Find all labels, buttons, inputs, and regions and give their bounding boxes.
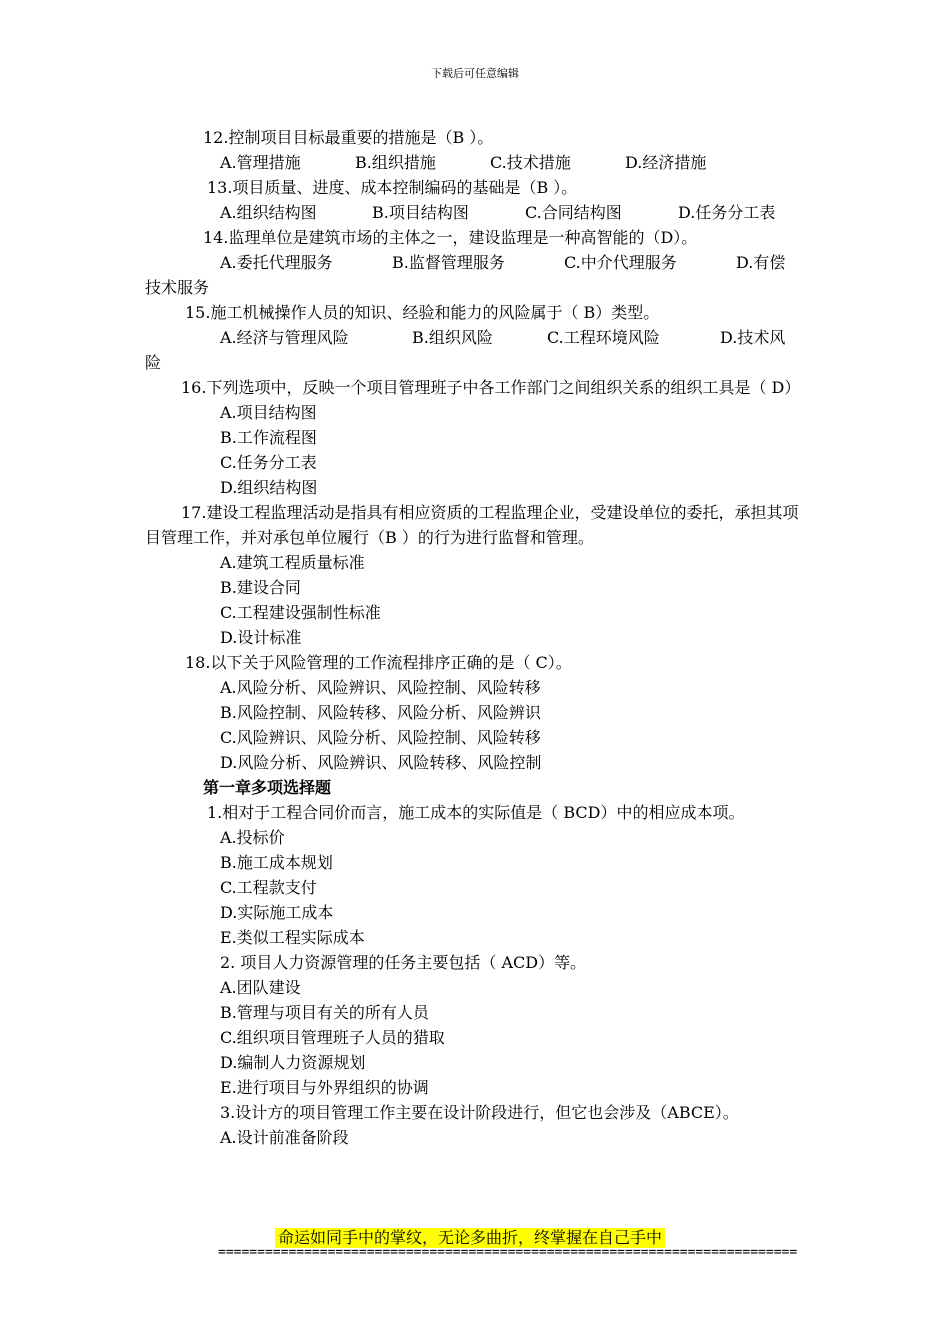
- option-e: E.类似工程实际成本: [220, 928, 365, 947]
- footer-banner: 命运如同手中的掌纹，无论多曲折，终掌握在自己手中: [275, 1228, 665, 1248]
- option-a: A.设计前准备阶段: [220, 1128, 349, 1147]
- question-18: 18.以下关于风险管理的工作流程排序正确的是（ C）。: [185, 653, 572, 672]
- question-14-continuation: 技术服务: [145, 278, 210, 297]
- option-c: C.工程环境风险: [547, 328, 660, 347]
- question-12-options: [145, 150, 810, 175]
- option-a: A.项目结构图: [220, 403, 317, 422]
- footer-rule: ==========================================================================: [218, 1245, 798, 1260]
- option-a: A.风险分析、风险辨识、风险控制、风险转移: [220, 678, 541, 697]
- option-d: D.任务分工表: [678, 203, 776, 222]
- option-a: A.团队建设: [220, 978, 301, 997]
- option-d: D.设计标准: [220, 628, 302, 647]
- option-d: D.实际施工成本: [220, 903, 334, 922]
- option-e: E.进行项目与外界组织的协调: [220, 1078, 429, 1097]
- multi-question-1: 1.相对于工程合同价而言，施工成本的实际值是（ BCD）中的相应成本项。: [207, 803, 745, 822]
- option-b: B.监督管理服务: [392, 253, 505, 272]
- question-17: 17.建设工程监理活动是指具有相应资质的工程监理企业，受建设单位的委托，承担其项目管理工作，并对承包单位履行（B ）的行为进行监督和管理。: [145, 503, 799, 547]
- option-b: B.建设合同: [220, 578, 301, 597]
- option-b: B.组织措施: [355, 153, 436, 172]
- option-c: C.技术措施: [490, 153, 571, 172]
- option-d: D.组织结构图: [220, 478, 318, 497]
- option-a: A.投标价: [220, 828, 285, 847]
- multi-question-3: 3.设计方的项目管理工作主要在设计阶段进行，但它也会涉及（ABCE）。: [220, 1103, 739, 1122]
- question-15-options: [145, 325, 810, 350]
- question-16: 16.下列选项中，反映一个项目管理班子中各工作部门之间组织关系的组织工具是（ D）: [181, 378, 801, 397]
- option-d: D.经济措施: [625, 153, 707, 172]
- question-13: 13.项目质量、进度、成本控制编码的基础是（B ）。: [207, 178, 578, 197]
- option-a: A.委托代理服务: [220, 253, 333, 272]
- option-c: C.工程款支付: [220, 878, 317, 897]
- question-15: 15.施工机械操作人员的知识、经验和能力的风险属于（ B）类型。: [185, 303, 660, 322]
- option-c: C.工程建设强制性标准: [220, 603, 381, 622]
- question-15-continuation: 险: [145, 353, 162, 372]
- option-d: D.技术风: [720, 328, 786, 347]
- option-c: C.合同结构图: [525, 203, 622, 222]
- section-title: 第一章多项选择题: [203, 778, 332, 797]
- document-body: [145, 125, 810, 1150]
- option-b: B.管理与项目有关的所有人员: [220, 1003, 429, 1022]
- option-a: A.经济与管理风险: [220, 328, 349, 347]
- question-12: 12.控制项目目标最重要的措施是（B ）。: [203, 128, 494, 147]
- option-a: A.组织结构图: [220, 203, 317, 222]
- question-14-options: [145, 250, 810, 275]
- option-c: C.组织项目管理班子人员的猎取: [220, 1028, 445, 1047]
- option-b: B.组织风险: [412, 328, 493, 347]
- option-a: A.建筑工程质量标准: [220, 553, 365, 572]
- option-c: C.中介代理服务: [564, 253, 677, 272]
- option-c: C.风险辨识、风险分析、风险控制、风险转移: [220, 728, 541, 747]
- question-13-options: [145, 200, 810, 225]
- option-b: B.项目结构图: [372, 203, 469, 222]
- option-d: D.有偿: [736, 253, 786, 272]
- option-d: D.风险分析、风险辨识、风险转移、风险控制: [220, 753, 542, 772]
- option-b: B.工作流程图: [220, 428, 317, 447]
- option-b: B.施工成本规划: [220, 853, 333, 872]
- question-14: 14.监理单位是建筑市场的主体之一，建设监理是一种高智能的（D）。: [203, 228, 698, 247]
- multi-question-2: 2. 项目人力资源管理的任务主要包括（ ACD）等。: [220, 953, 587, 972]
- option-a: A.管理措施: [220, 153, 301, 172]
- page-header: 下载后可任意编辑: [431, 67, 519, 80]
- option-b: B.风险控制、风险转移、风险分析、风险辨识: [220, 703, 541, 722]
- option-c: C.任务分工表: [220, 453, 317, 472]
- option-d: D.编制人力资源规划: [220, 1053, 366, 1072]
